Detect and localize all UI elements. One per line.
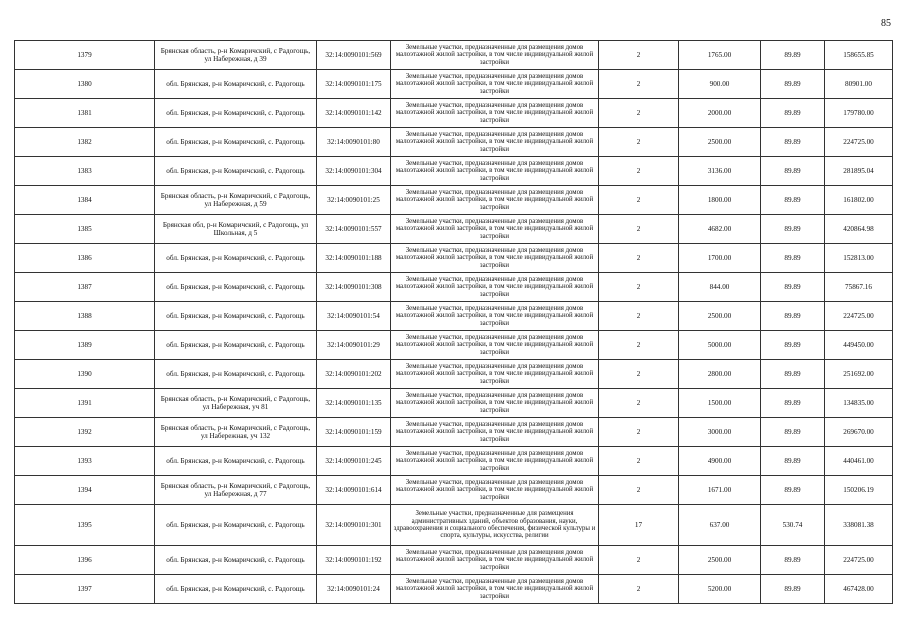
unit-value-cell: 89.89 xyxy=(761,157,825,186)
table-row xyxy=(15,389,893,418)
address-cell: обл. Брянская, р-н Комаричский, с. Радогощь xyxy=(155,157,317,186)
table-row xyxy=(15,244,893,273)
unit-value-cell: 89.89 xyxy=(761,302,825,331)
land-valuation-table xyxy=(14,40,893,604)
cadastral-number-cell: 32:14:0090101:301 xyxy=(317,505,391,546)
land-use-cell: Земельные участки, предназначенные для размещения домов малоэтажной жилой застройки, в том числе индивидуальной жилой застройки xyxy=(391,41,599,70)
use-group-cell: 2 xyxy=(599,244,679,273)
cadastral-number-cell: 32:14:0090101:175 xyxy=(317,70,391,99)
land-use-cell: Земельные участки, предназначенные для размещения домов малоэтажной жилой застройки, в том числе индивидуальной жилой застройки xyxy=(391,476,599,505)
land-use-cell: Земельные участки, предназначенные для размещения домов малоэтажной жилой застройки, в том числе индивидуальной жилой застройки xyxy=(391,128,599,157)
use-group-cell: 2 xyxy=(599,70,679,99)
table-row xyxy=(15,418,893,447)
row-number-cell: 1394 xyxy=(15,476,155,505)
land-use-cell: Земельные участки, предназначенные для размещения домов малоэтажной жилой застройки, в том числе индивидуальной жилой застройки xyxy=(391,331,599,360)
address-cell: обл. Брянская, р-н Комаричский, с. Радогощь xyxy=(155,128,317,157)
cadastral-number-cell: 32:14:0090101:192 xyxy=(317,546,391,575)
cadastral-number-cell: 32:14:0090101:29 xyxy=(317,331,391,360)
table-row xyxy=(15,360,893,389)
use-group-cell: 2 xyxy=(599,476,679,505)
area-cell: 1765.00 xyxy=(679,41,761,70)
area-cell: 3136.00 xyxy=(679,157,761,186)
unit-value-cell: 89.89 xyxy=(761,389,825,418)
table-row xyxy=(15,546,893,575)
cadastral-value-cell: 75867.16 xyxy=(825,273,893,302)
address-cell: Брянская область, р-н Комаричский, с Радогощь, ул Набережная, д 39 xyxy=(155,41,317,70)
use-group-cell: 2 xyxy=(599,273,679,302)
cadastral-number-cell: 32:14:0090101:614 xyxy=(317,476,391,505)
land-use-cell: Земельные участки, предназначенные для размещения домов малоэтажной жилой застройки, в том числе индивидуальной жилой застройки xyxy=(391,546,599,575)
cadastral-value-cell: 150206.19 xyxy=(825,476,893,505)
address-cell: обл. Брянская, р-н Комаричский, с. Радогощь xyxy=(155,360,317,389)
cadastral-number-cell: 32:14:0090101:80 xyxy=(317,128,391,157)
cadastral-value-cell: 134835.00 xyxy=(825,389,893,418)
use-group-cell: 2 xyxy=(599,360,679,389)
table-row xyxy=(15,505,893,546)
area-cell: 5000.00 xyxy=(679,331,761,360)
area-cell: 2500.00 xyxy=(679,128,761,157)
table-row xyxy=(15,70,893,99)
use-group-cell: 2 xyxy=(599,41,679,70)
cadastral-number-cell: 32:14:0090101:54 xyxy=(317,302,391,331)
land-use-cell: Земельные участки, предназначенные для размещения домов малоэтажной жилой застройки, в том числе индивидуальной жилой застройки xyxy=(391,302,599,331)
cadastral-number-cell: 32:14:0090101:245 xyxy=(317,447,391,476)
cadastral-number-cell: 32:14:0090101:142 xyxy=(317,99,391,128)
land-use-cell: Земельные участки, предназначенные для размещения домов малоэтажной жилой застройки, в том числе индивидуальной жилой застройки xyxy=(391,360,599,389)
land-use-cell: Земельные участки, предназначенные для размещения домов малоэтажной жилой застройки, в том числе индивидуальной жилой застройки xyxy=(391,215,599,244)
area-cell: 844.00 xyxy=(679,273,761,302)
area-cell: 5200.00 xyxy=(679,575,761,604)
use-group-cell: 2 xyxy=(599,215,679,244)
area-cell: 1700.00 xyxy=(679,244,761,273)
area-cell: 2800.00 xyxy=(679,360,761,389)
area-cell: 4900.00 xyxy=(679,447,761,476)
land-use-cell: Земельные участки, предназначенные для размещения домов малоэтажной жилой застройки, в том числе индивидуальной жилой застройки xyxy=(391,418,599,447)
row-number-cell: 1380 xyxy=(15,70,155,99)
address-cell: обл. Брянская, р-н Комаричский, с. Радогощь xyxy=(155,575,317,604)
land-use-cell: Земельные участки, предназначенные для размещения домов малоэтажной жилой застройки, в том числе индивидуальной жилой застройки xyxy=(391,389,599,418)
table-row xyxy=(15,157,893,186)
row-number-cell: 1381 xyxy=(15,99,155,128)
table-row xyxy=(15,331,893,360)
row-number-cell: 1392 xyxy=(15,418,155,447)
table-row xyxy=(15,273,893,302)
unit-value-cell: 89.89 xyxy=(761,447,825,476)
area-cell: 3000.00 xyxy=(679,418,761,447)
use-group-cell: 2 xyxy=(599,186,679,215)
address-cell: обл. Брянская, р-н Комаричский, с. Радогощь xyxy=(155,546,317,575)
row-number-cell: 1386 xyxy=(15,244,155,273)
use-group-cell: 2 xyxy=(599,575,679,604)
area-cell: 1800.00 xyxy=(679,186,761,215)
unit-value-cell: 89.89 xyxy=(761,331,825,360)
unit-value-cell: 89.89 xyxy=(761,418,825,447)
unit-value-cell: 89.89 xyxy=(761,546,825,575)
cadastral-number-cell: 32:14:0090101:557 xyxy=(317,215,391,244)
address-cell: Брянская обл, р-н Комаричский, с Радогощь, ул Школьная, д 5 xyxy=(155,215,317,244)
unit-value-cell: 89.89 xyxy=(761,186,825,215)
cadastral-number-cell: 32:14:0090101:188 xyxy=(317,244,391,273)
area-cell: 900.00 xyxy=(679,70,761,99)
row-number-cell: 1395 xyxy=(15,505,155,546)
address-cell: обл. Брянская, р-н Комаричский, с. Радогощь xyxy=(155,99,317,128)
use-group-cell: 2 xyxy=(599,99,679,128)
land-use-cell: Земельные участки, предназначенные для размещения домов малоэтажной жилой застройки, в том числе индивидуальной жилой застройки xyxy=(391,70,599,99)
area-cell: 1671.00 xyxy=(679,476,761,505)
land-use-cell: Земельные участки, предназначенные для размещения домов малоэтажной жилой застройки, в том числе индивидуальной жилой застройки xyxy=(391,273,599,302)
unit-value-cell: 89.89 xyxy=(761,41,825,70)
table-row xyxy=(15,447,893,476)
address-cell: обл. Брянская, р-н Комаричский, с. Радогощь xyxy=(155,244,317,273)
row-number-cell: 1389 xyxy=(15,331,155,360)
row-number-cell: 1396 xyxy=(15,546,155,575)
address-cell: обл. Брянская, р-н Комаричский, с. Радогощь xyxy=(155,331,317,360)
cadastral-value-cell: 224725.00 xyxy=(825,302,893,331)
row-number-cell: 1383 xyxy=(15,157,155,186)
unit-value-cell: 89.89 xyxy=(761,215,825,244)
area-cell: 2000.00 xyxy=(679,99,761,128)
unit-value-cell: 89.89 xyxy=(761,244,825,273)
cadastral-number-cell: 32:14:0090101:159 xyxy=(317,418,391,447)
cadastral-value-cell: 420864.98 xyxy=(825,215,893,244)
land-use-cell: Земельные участки, предназначенные для размещения административных зданий, объектов образования, науки, здравоохранения и социального обеспечения, физической культуры и спорта, культуры, искусства, религии xyxy=(391,505,599,546)
table-row xyxy=(15,302,893,331)
use-group-cell: 2 xyxy=(599,128,679,157)
row-number-cell: 1384 xyxy=(15,186,155,215)
table-body xyxy=(15,41,893,604)
address-cell: Брянская область, р-н Комаричский, с Радогощь, ул Набережная, д 59 xyxy=(155,186,317,215)
table-row xyxy=(15,476,893,505)
table-row xyxy=(15,99,893,128)
cadastral-number-cell: 32:14:0090101:202 xyxy=(317,360,391,389)
address-cell: обл. Брянская, р-н Комаричский, с. Радогощь xyxy=(155,302,317,331)
area-cell: 1500.00 xyxy=(679,389,761,418)
land-use-cell: Земельные участки, предназначенные для размещения домов малоэтажной жилой застройки, в том числе индивидуальной жилой застройки xyxy=(391,186,599,215)
unit-value-cell: 89.89 xyxy=(761,360,825,389)
land-use-cell: Земельные участки, предназначенные для размещения домов малоэтажной жилой застройки, в том числе индивидуальной жилой застройки xyxy=(391,157,599,186)
cadastral-number-cell: 32:14:0090101:24 xyxy=(317,575,391,604)
use-group-cell: 2 xyxy=(599,157,679,186)
cadastral-value-cell: 80901.00 xyxy=(825,70,893,99)
cadastral-value-cell: 338081.38 xyxy=(825,505,893,546)
row-number-cell: 1385 xyxy=(15,215,155,244)
row-number-cell: 1388 xyxy=(15,302,155,331)
unit-value-cell: 89.89 xyxy=(761,273,825,302)
unit-value-cell: 89.89 xyxy=(761,70,825,99)
table-row xyxy=(15,215,893,244)
row-number-cell: 1391 xyxy=(15,389,155,418)
unit-value-cell: 530.74 xyxy=(761,505,825,546)
land-use-cell: Земельные участки, предназначенные для размещения домов малоэтажной жилой застройки, в том числе индивидуальной жилой застройки xyxy=(391,99,599,128)
use-group-cell: 2 xyxy=(599,389,679,418)
area-cell: 2500.00 xyxy=(679,302,761,331)
address-cell: обл. Брянская, р-н Комаричский, с. Радогощь xyxy=(155,447,317,476)
area-cell: 4682.00 xyxy=(679,215,761,244)
use-group-cell: 2 xyxy=(599,418,679,447)
address-cell: обл. Брянская, р-н Комаричский, с. Радогощь xyxy=(155,505,317,546)
area-cell: 2500.00 xyxy=(679,546,761,575)
land-use-cell: Земельные участки, предназначенные для размещения домов малоэтажной жилой застройки, в том числе индивидуальной жилой застройки xyxy=(391,447,599,476)
address-cell: Брянская область, р-н Комаричский, с Радогощь, ул Набережная, уч 81 xyxy=(155,389,317,418)
address-cell: Брянская область, р-н Комаричский, с Радогощь, ул Набережная, уч 132 xyxy=(155,418,317,447)
table-row xyxy=(15,128,893,157)
cadastral-number-cell: 32:14:0090101:308 xyxy=(317,273,391,302)
use-group-cell: 2 xyxy=(599,302,679,331)
row-number-cell: 1387 xyxy=(15,273,155,302)
land-use-cell: Земельные участки, предназначенные для размещения домов малоэтажной жилой застройки, в том числе индивидуальной жилой застройки xyxy=(391,575,599,604)
cadastral-value-cell: 158655.85 xyxy=(825,41,893,70)
page-number: 85 xyxy=(881,18,891,29)
row-number-cell: 1393 xyxy=(15,447,155,476)
address-cell: обл. Брянская, р-н Комаричский, с. Радогощь xyxy=(155,70,317,99)
table-row xyxy=(15,186,893,215)
cadastral-value-cell: 449450.00 xyxy=(825,331,893,360)
unit-value-cell: 89.89 xyxy=(761,476,825,505)
cadastral-value-cell: 152813.00 xyxy=(825,244,893,273)
cadastral-number-cell: 32:14:0090101:25 xyxy=(317,186,391,215)
unit-value-cell: 89.89 xyxy=(761,575,825,604)
table-row xyxy=(15,41,893,70)
unit-value-cell: 89.89 xyxy=(761,99,825,128)
cadastral-value-cell: 179780.00 xyxy=(825,99,893,128)
address-cell: обл. Брянская, р-н Комаричский, с. Радогощь xyxy=(155,273,317,302)
cadastral-number-cell: 32:14:0090101:304 xyxy=(317,157,391,186)
use-group-cell: 2 xyxy=(599,447,679,476)
land-use-cell: Земельные участки, предназначенные для размещения домов малоэтажной жилой застройки, в том числе индивидуальной жилой застройки xyxy=(391,244,599,273)
table-row xyxy=(15,575,893,604)
cadastral-value-cell: 224725.00 xyxy=(825,128,893,157)
use-group-cell: 2 xyxy=(599,546,679,575)
row-number-cell: 1379 xyxy=(15,41,155,70)
use-group-cell: 17 xyxy=(599,505,679,546)
cadastral-value-cell: 251692.00 xyxy=(825,360,893,389)
cadastral-value-cell: 269670.00 xyxy=(825,418,893,447)
cadastral-value-cell: 224725.00 xyxy=(825,546,893,575)
unit-value-cell: 89.89 xyxy=(761,128,825,157)
cadastral-value-cell: 161802.00 xyxy=(825,186,893,215)
cadastral-value-cell: 467428.00 xyxy=(825,575,893,604)
address-cell: Брянская область, р-н Комаричский, с Радогощь, ул Набережная, д 77 xyxy=(155,476,317,505)
use-group-cell: 2 xyxy=(599,331,679,360)
row-number-cell: 1390 xyxy=(15,360,155,389)
row-number-cell: 1382 xyxy=(15,128,155,157)
cadastral-number-cell: 32:14:0090101:569 xyxy=(317,41,391,70)
cadastral-number-cell: 32:14:0090101:135 xyxy=(317,389,391,418)
area-cell: 637.00 xyxy=(679,505,761,546)
row-number-cell: 1397 xyxy=(15,575,155,604)
cadastral-value-cell: 281895.04 xyxy=(825,157,893,186)
cadastral-value-cell: 440461.00 xyxy=(825,447,893,476)
